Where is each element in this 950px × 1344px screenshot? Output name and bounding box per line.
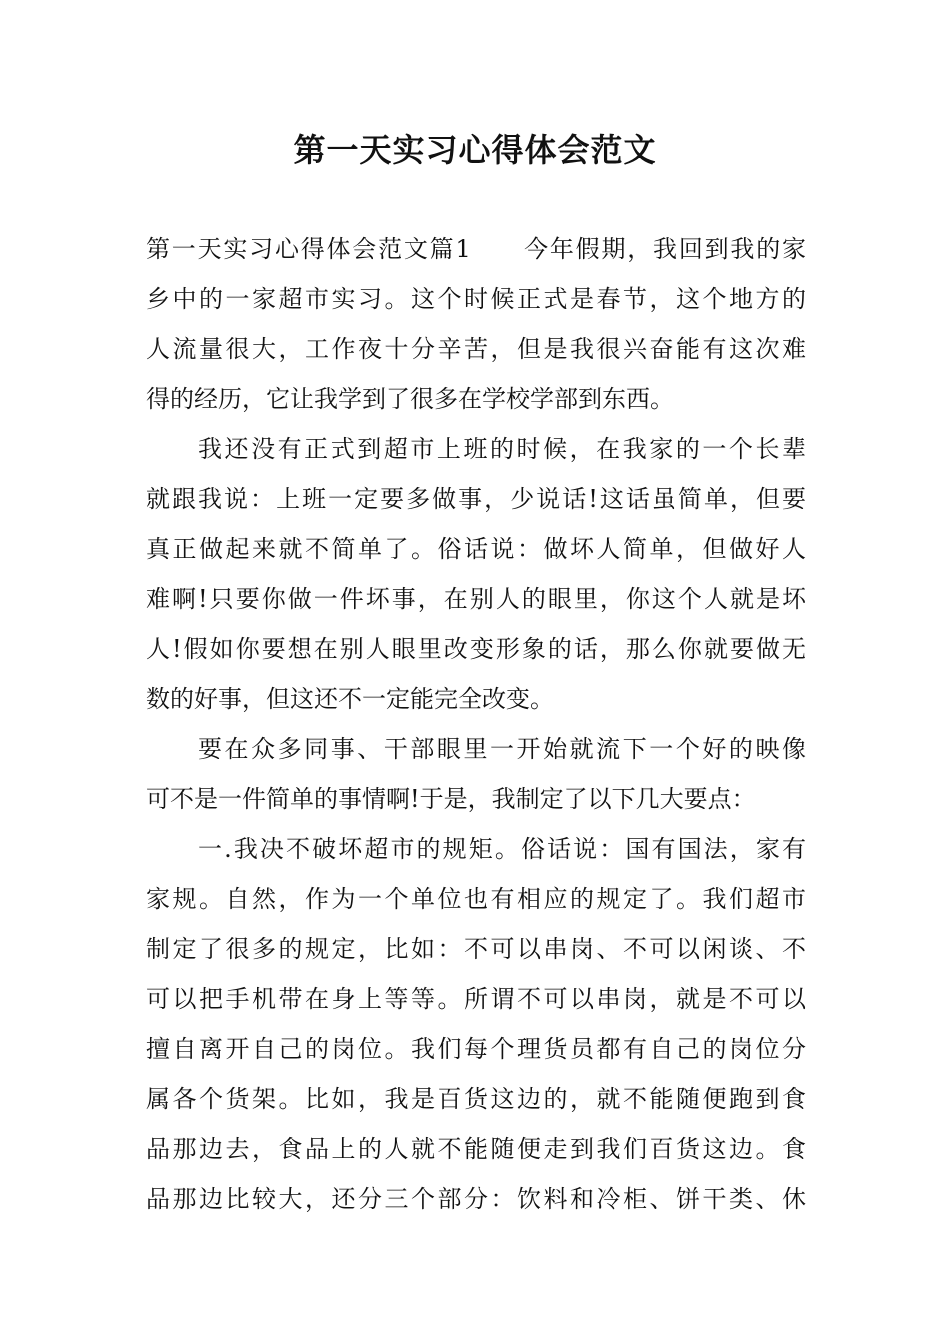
- text-line: 家规。自然，作为一个单位也有相应的规定了。我们超市: [146, 885, 806, 913]
- text-line: 得的经历，它让我学到了很多在学校学部到东西。: [146, 385, 674, 413]
- text-line: 就跟我说：上班一定要多做事，少说话!这话虽简单，但要: [146, 485, 806, 513]
- text-line: 第一天实习心得体会范文篇1 今年假期，我回到我的家: [146, 235, 806, 263]
- text-line: 品那边去，食品上的人就不能随便走到我们百货这边。食: [146, 1135, 806, 1163]
- text-line: 难啊!只要你做一件坏事，在别人的眼里，你这个人就是坏: [146, 585, 806, 613]
- text-line: 要在众多同事、干部眼里一开始就流下一个好的映像: [198, 735, 806, 763]
- text-line: 制定了很多的规定，比如：不可以串岗、不可以闲谈、不: [146, 935, 806, 963]
- text-line: 我还没有正式到超市上班的时候，在我家的一个长辈: [198, 435, 806, 463]
- text-line: 乡中的一家超市实习。这个时候正式是春节，这个地方的: [146, 285, 806, 313]
- text-line: 人流量很大，工作夜十分辛苦，但是我很兴奋能有这次难: [146, 335, 806, 363]
- document-body: [146, 224, 806, 1224]
- text-line: 可以把手机带在身上等等。所谓不可以串岗，就是不可以: [146, 985, 806, 1013]
- text-line: 一.我决不破坏超市的规矩。俗话说：国有国法，家有: [198, 835, 806, 863]
- text-line: 可不是一件简单的事情啊!于是，我制定了以下几大要点：: [146, 785, 756, 813]
- text-line: 擅自离开自己的岗位。我们每个理货员都有自己的岗位分: [146, 1035, 806, 1063]
- text-line: 人!假如你要想在别人眼里改变形象的话，那么你就要做无: [146, 635, 806, 663]
- text-line: 数的好事，但这还不一定能完全改变。: [146, 685, 554, 713]
- document-title: 第一天实习心得体会范文: [293, 131, 657, 169]
- text-line: 品那边比较大，还分三个部分：饮料和冷柜、饼干类、休: [146, 1185, 806, 1213]
- text-line: 属各个货架。比如，我是百货这边的，就不能随便跑到食: [146, 1085, 806, 1113]
- text-line: 真正做起来就不简单了。俗话说：做坏人简单，但做好人: [146, 535, 806, 563]
